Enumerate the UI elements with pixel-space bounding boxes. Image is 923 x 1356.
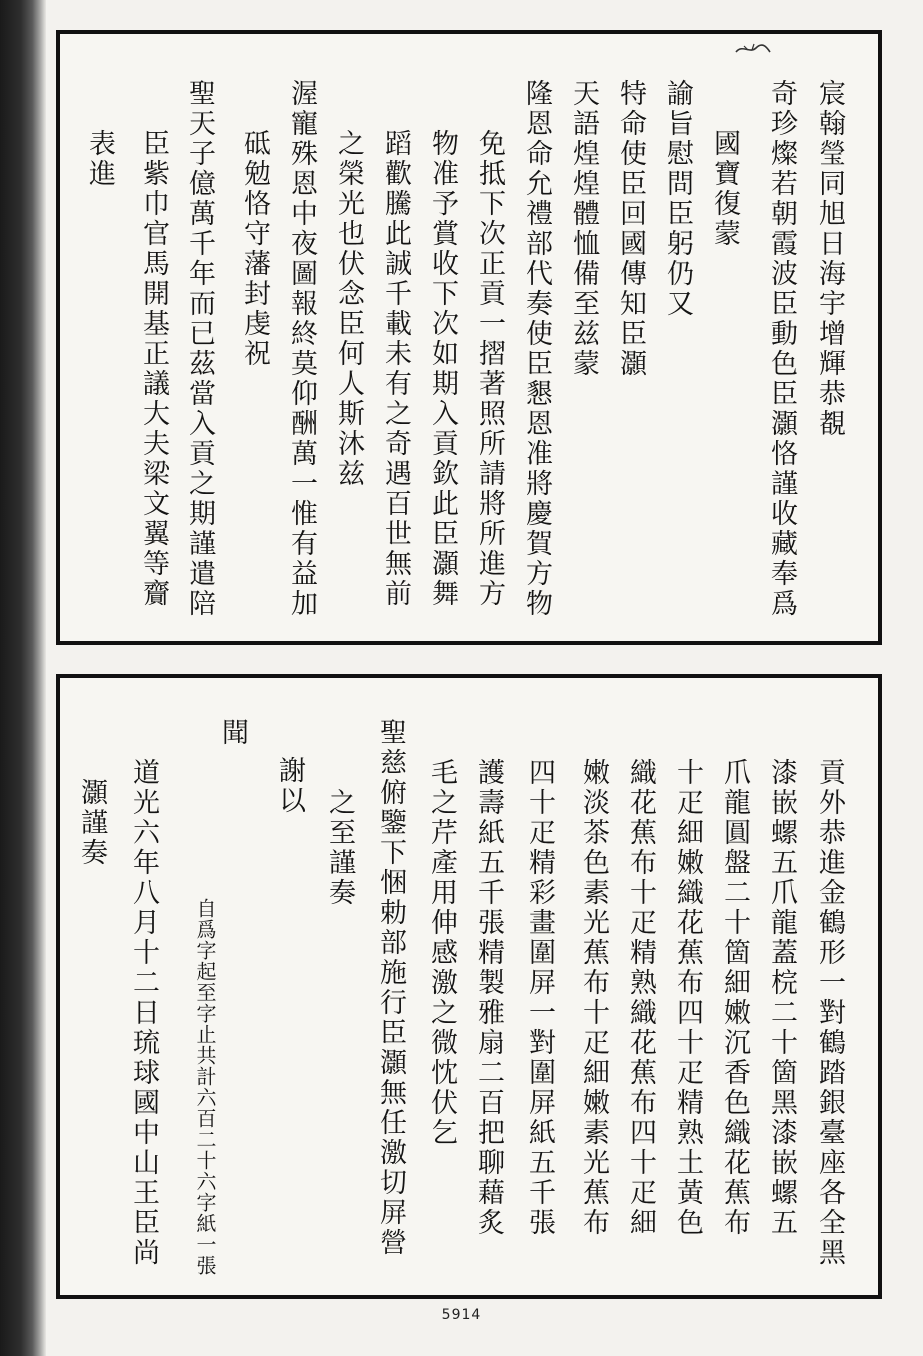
date-signature-column: 道光六年八月十二日琉球國中山王臣尚 [128, 758, 159, 1268]
text-column: 貢外恭進金鶴形一對鶴踏銀臺座各全黑 [814, 758, 845, 1268]
text-column: 砥勉恪守藩封虔祝 [239, 129, 270, 369]
text-column: 之榮光也伏念臣何人斯沐兹 [333, 129, 364, 489]
text-column: 物准予賞收下次如期入貢欽此臣灝舞 [427, 129, 458, 609]
text-column: 聖慈俯鑒下悃勅部施行臣灝無任激切屏營 [375, 718, 406, 1258]
text-column: 臣紫巾官馬開基正議大夫梁文翼等齎 [138, 129, 169, 609]
text-column: 渥寵殊恩中夜圖報終莫仰酬萬一惟有益加 [286, 79, 317, 619]
text-column: 免抵下次正貢一摺著照所請將所進方 [474, 129, 505, 609]
page-number: 5914 [441, 1307, 482, 1323]
text-column: 奇珍燦若朝霞波臣動色臣灝恪謹收藏奉爲 [766, 79, 797, 619]
text-column: 國寶復蒙 [709, 129, 740, 249]
text-column: 灝謹奏 [76, 778, 107, 868]
text-column: 織花蕉布十疋精熟織花蕉布四十疋細 [625, 758, 656, 1238]
text-column: 聞 [217, 718, 248, 748]
text-column: 蹈歡騰此誠千載未有之奇遇百世無前 [380, 129, 411, 609]
text-column: 宸翰瑩同旭日海宇增輝恭覩 [814, 79, 845, 439]
text-column: 隆恩命允禮部代奏使臣懇恩准將慶賀方物 [521, 79, 552, 619]
seal-mark-icon [732, 40, 772, 58]
text-column: 十疋細嫩織花蕉布四十疋精熟土黃色 [672, 758, 703, 1238]
text-column: 之至謹奏 [324, 788, 355, 908]
text-column: 嫩淡茶色素光蕉布十疋細嫩素光蕉布 [578, 758, 609, 1238]
document-panel-top [56, 30, 882, 645]
text-column: 爪龍圓盤二十箇細嫩沉香色織花蕉布 [719, 758, 750, 1238]
text-column: 漆嵌螺五爪龍蓋梡二十箇黑漆嵌螺五 [766, 758, 797, 1238]
book-binding-shadow [0, 0, 46, 1356]
text-column: 四十疋精彩畫圍屏一對圍屏紙五千張 [524, 758, 555, 1238]
text-column: 護壽紙五千張精製雅扇二百把聊藉炙 [473, 758, 504, 1238]
text-column: 特命使臣回國傳知臣灝 [615, 79, 646, 379]
text-column: 表進 [84, 129, 115, 189]
character-count-note: 自爲字起至字止共計六百二十六字紙一張 [193, 898, 217, 1276]
text-column: 謝以 [274, 756, 305, 816]
text-column: 聖天子億萬千年而已茲當入貢之期謹遣陪 [184, 79, 215, 619]
text-column: 毛之芹產用伸感激之微忱伏乞 [426, 758, 457, 1148]
text-column: 諭旨慰問臣躬仍又 [662, 79, 693, 319]
document-panel-bottom [56, 674, 882, 1299]
text-column: 天語煌煌體恤備至兹蒙 [568, 79, 599, 379]
